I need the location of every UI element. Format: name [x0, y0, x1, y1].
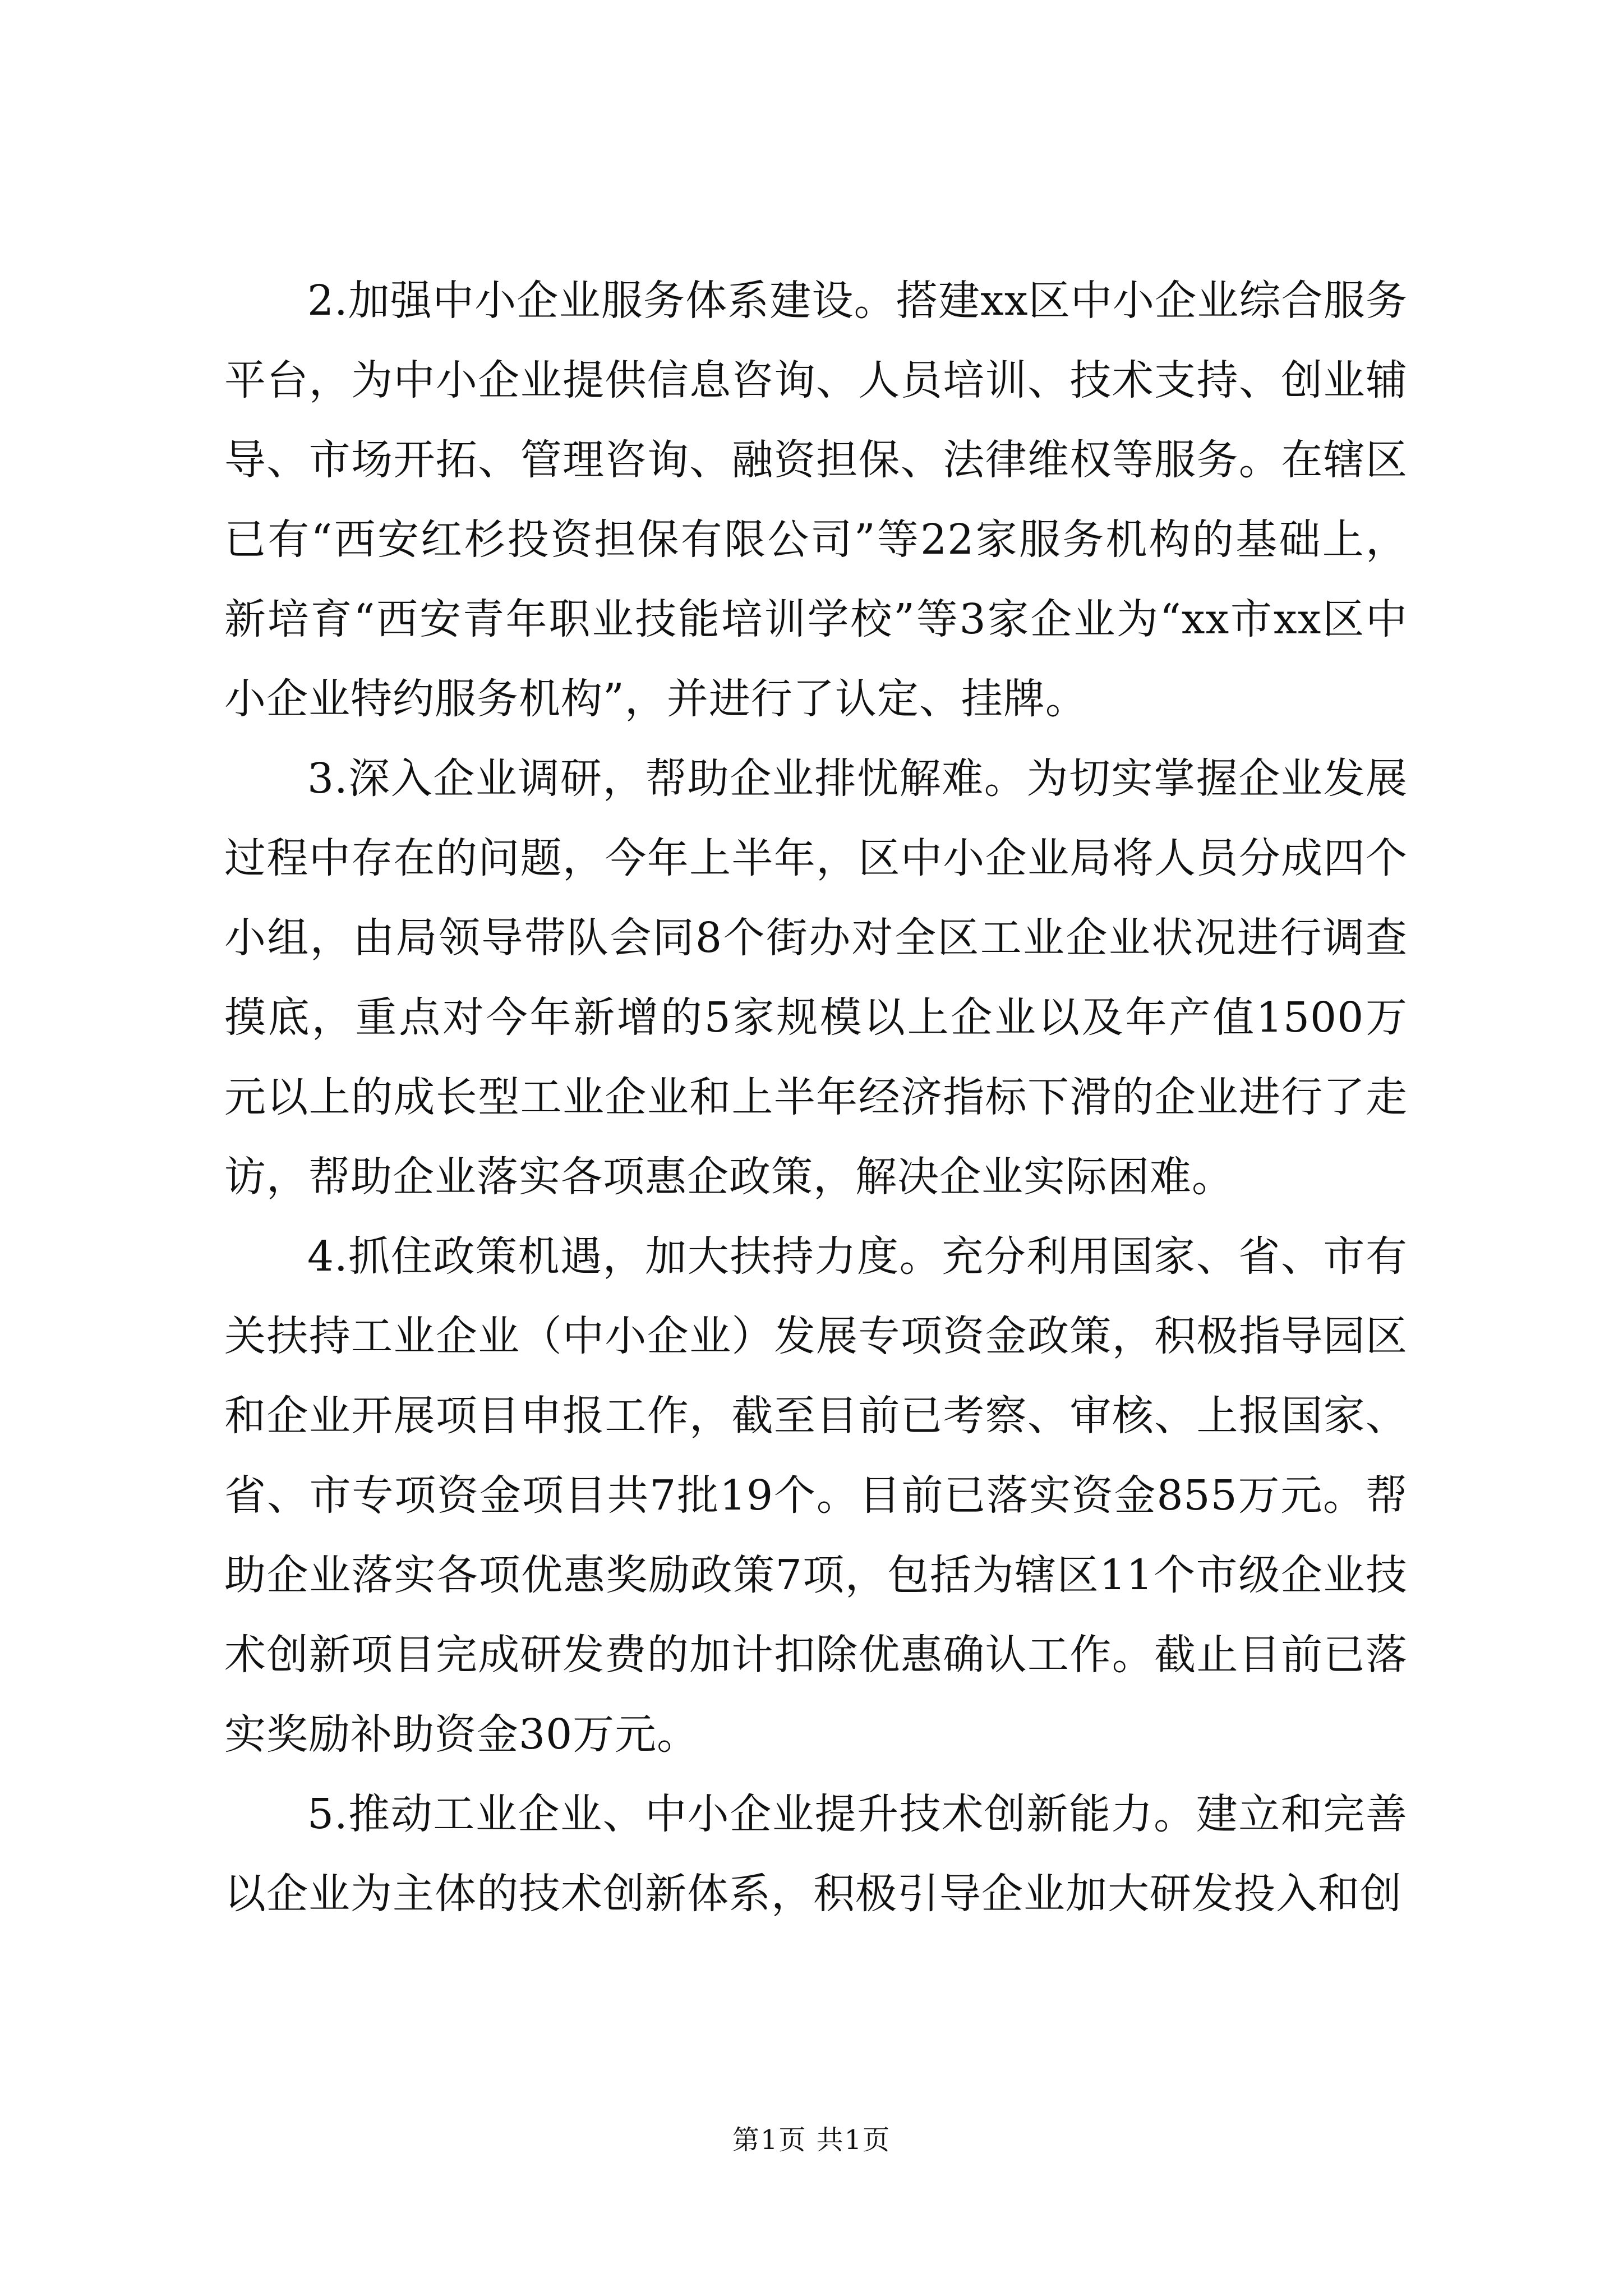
paragraph-4: 4.抓住政策机遇，加大扶持力度。充分利用国家、省、市有关扶持工业企业（中小企业）发展专项资金政策，积极指导园区和企业开展项目申报工作，截至目前已考察、审核、上报国家、省、市专项资金项目共7批19个。目前已落实资金855万元。帮助企业落实各项优惠奖励政策7项，包括为辖区11个市级企业技术创新项目完成研发费的加计扣除优惠确认工作。截止目前已落实奖励补助资金30万元。 — [224, 1232, 1408, 1759]
paragraph-2: 2.加强中小企业服务体系建设。搭建xx区中小企业综合服务平台，为中小企业提供信息咨询、人员培训、技术支持、创业辅导、市场开拓、管理咨询、融资担保、法律维权等服务。在辖区已有“西安红杉投资担保有限公司”等22家服务机构的基础上，新培育“西安青年职业技能培训学校”等3家企业为“xx市xx区中小企业特约服务机构”，并进行了认定、挂牌。 — [224, 277, 1408, 723]
page-footer: 第1页 共1页 — [732, 2124, 891, 2156]
paragraph-5: 5.推动工业企业、中小企业提升技术创新能力。建立和完善以企业为主体的技术创新体系，积极引导企业加大研发投入和创 — [224, 1790, 1408, 1918]
document-body — [224, 261, 1408, 1934]
paragraph-3: 3.深入企业调研，帮助企业排忧解难。为切实掌握企业发展过程中存在的问题，今年上半年，区中小企业局将人员分成四个小组，由局领导带队会同8个街办对全区工业企业状况进行调查摸底，重点对今年新增的5家规模以上企业以及年产值1500万元以上的成长型工业企业和上半年经济指标下滑的企业进行了走访，帮助企业落实各项惠企政策，解决企业实际困难。 — [224, 754, 1408, 1201]
